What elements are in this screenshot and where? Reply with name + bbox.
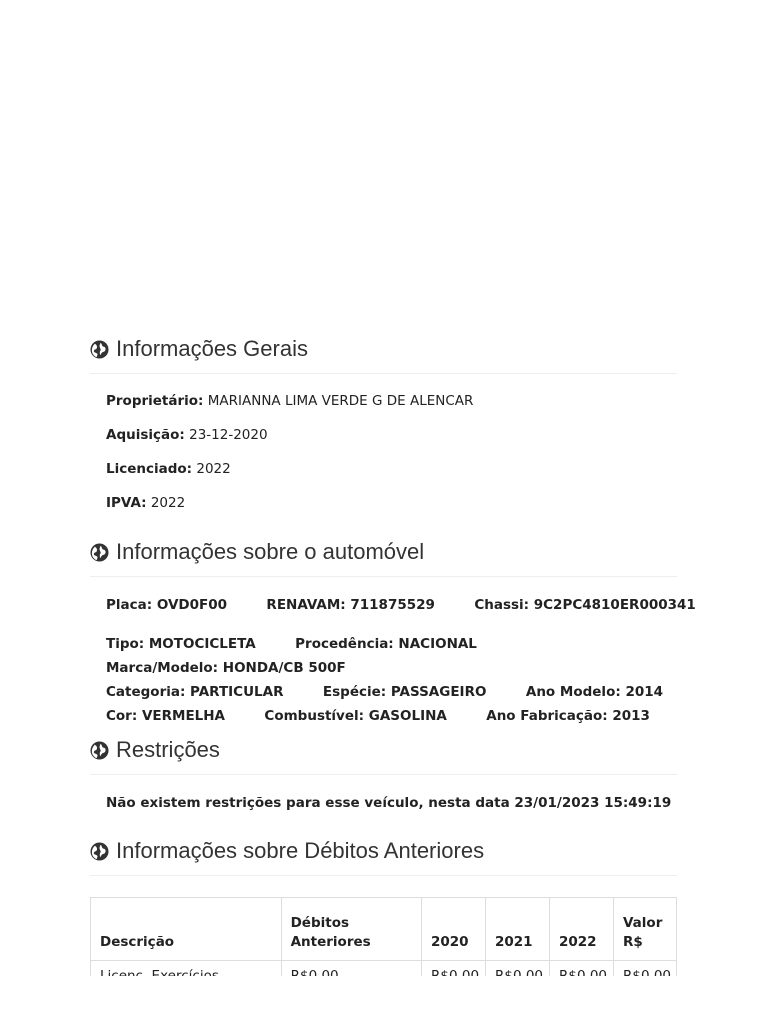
chassi: Chassi: 9C2PC4810ER000341 xyxy=(474,597,696,613)
vehicle-row-4 xyxy=(106,684,663,700)
acquisition-value: 23-12-2020 xyxy=(189,427,268,443)
licensed-value: 2022 xyxy=(196,461,231,477)
section-title-vehicle xyxy=(90,539,677,577)
ipva-label: IPVA: xyxy=(106,495,147,511)
vehicle-row-2 xyxy=(106,636,477,652)
section-title-text: Restrições xyxy=(116,737,220,762)
renavam: RENAVAM: 711875529 xyxy=(266,597,435,613)
section-title-restrictions xyxy=(90,737,677,775)
section-title-text: Informações Gerais xyxy=(116,336,308,361)
combustivel: Combustível: GASOLINA xyxy=(264,708,447,724)
globe-icon xyxy=(90,340,109,359)
section-title-general xyxy=(90,336,677,374)
marca-modelo: Marca/Modelo: HONDA/CB 500F xyxy=(106,660,346,676)
acquisition-line xyxy=(106,427,268,443)
globe-icon xyxy=(90,741,109,760)
globe-icon xyxy=(90,543,109,562)
table-header-row xyxy=(91,898,677,961)
ipva-line xyxy=(106,495,185,511)
ano-modelo: Ano Modelo: 2014 xyxy=(525,684,664,700)
categoria: Categoria: PARTICULAR xyxy=(106,684,284,700)
especie: Espécie: PASSAGEIRO xyxy=(322,684,487,700)
header-debitos-anteriores: Débitos Anteriores xyxy=(281,898,421,961)
owner-value: MARIANNA LIMA VERDE G DE ALENCAR xyxy=(207,393,474,409)
placa: Placa: OVD0F00 xyxy=(106,597,228,613)
section-title-text: Informações sobre Débitos Anteriores xyxy=(116,838,485,863)
ano-fabricacao: Ano Fabricação: 2013 xyxy=(486,708,650,724)
licensed-line xyxy=(106,461,231,477)
header-2020: 2020 xyxy=(422,898,486,961)
owner-label: Proprietário: xyxy=(106,393,204,409)
vehicle-row-3 xyxy=(106,660,346,676)
vehicle-row-1 xyxy=(106,597,696,613)
acquisition-label: Aquisição: xyxy=(106,427,185,443)
bottom-blank-area xyxy=(0,976,768,1024)
licensed-label: Licenciado: xyxy=(106,461,193,477)
section-title-text: Informações sobre o automóvel xyxy=(116,539,425,564)
restrictions-text: Não existem restrições para esse veículo, nesta data 23/01/2023 15:49:19 xyxy=(106,795,672,811)
cor: Cor: VERMELHA xyxy=(106,708,226,724)
tipo: Tipo: MOTOCICLETA xyxy=(106,636,256,652)
globe-icon xyxy=(90,842,109,861)
procedencia: Procedência: NACIONAL xyxy=(295,636,477,652)
vehicle-row-5 xyxy=(106,708,650,724)
header-valor: Valor R$ xyxy=(613,898,676,961)
ipva-value: 2022 xyxy=(150,495,186,511)
section-title-debts xyxy=(90,838,677,876)
header-2021: 2021 xyxy=(485,898,549,961)
header-2022: 2022 xyxy=(549,898,613,961)
header-descricao: Descrição xyxy=(91,898,282,961)
owner-line xyxy=(106,393,473,409)
